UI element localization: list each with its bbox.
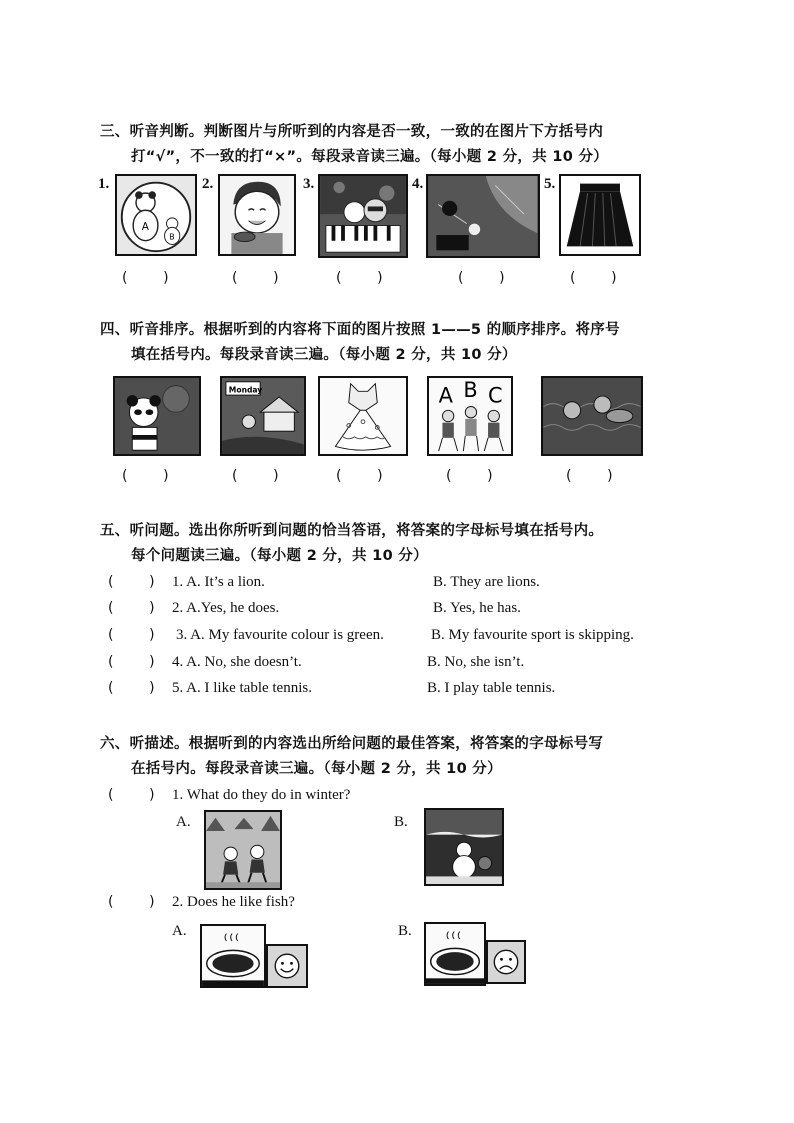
s5-question-5: 5. A. I like table tennis. <box>172 680 312 696</box>
s3-number-2: 2. <box>202 176 214 192</box>
snowman-picture[interactable] <box>424 808 504 886</box>
s3-answer-paren-4[interactable]: ( ) <box>458 270 505 286</box>
skirt-picture <box>559 174 641 256</box>
s6-q2-label-a: A. <box>172 923 187 939</box>
s6-q1-label-b: B. <box>394 814 408 830</box>
boy-eating-picture <box>218 174 296 256</box>
pic-letter-b: B <box>169 232 175 242</box>
s5-answer-paren-3[interactable]: ( ) <box>108 627 155 643</box>
s5-answer-paren-4[interactable]: ( ) <box>108 654 155 670</box>
s4-answer-paren-5[interactable]: ( ) <box>566 468 613 484</box>
abc-letter-b: B <box>463 378 478 402</box>
s5-question-1: 1. A. It’s a lion. <box>172 574 265 590</box>
s6-q1-label-a: A. <box>176 814 191 830</box>
s5-question-3: 3. A. My favourite colour is green. <box>176 627 384 643</box>
smiley-face-icon <box>266 944 308 988</box>
s5-option-b-3: B. My favourite sport is skipping. <box>431 627 634 643</box>
abc-kids-picture <box>427 376 513 456</box>
s5-option-b-2: B. Yes, he has. <box>433 600 521 616</box>
sad-face-icon <box>486 940 526 984</box>
section4-heading-line2: 填在括号内。每段录音读三遍。（每小题 2 分，共 10 分） <box>131 347 517 363</box>
section5-heading-line1: 五、听问题。选出你所听到问题的恰当答语，将答案的字母标号填在括号内。 <box>100 523 604 539</box>
dress-picture <box>318 376 408 456</box>
abc-letter-a: A <box>438 383 453 408</box>
s5-option-b-4: B. No, she isn’t. <box>427 654 525 670</box>
section6-heading-line1: 六、听描述。根据听到的内容选出所给问题的最佳答案，将答案的字母标号写 <box>100 736 604 752</box>
s6-answer-paren-2[interactable]: ( ) <box>108 894 155 910</box>
fish-plate-picture-b[interactable] <box>424 922 486 986</box>
s4-answer-paren-1[interactable]: ( ) <box>122 468 169 484</box>
s6-q2-label-b: B. <box>398 923 412 939</box>
section3-heading-line1: 三、听音判断。判断图片与所听到的内容是否一致，一致的在图片下方括号内 <box>100 124 604 140</box>
s3-number-5: 5. <box>544 176 556 192</box>
s6-answer-paren-1[interactable]: ( ) <box>108 787 155 803</box>
s5-question-4: 4. A. No, she doesn’t. <box>172 654 302 670</box>
s6-question-2: 2. Does he like fish? <box>172 894 295 910</box>
s5-answer-paren-5[interactable]: ( ) <box>108 680 155 696</box>
s4-answer-paren-2[interactable]: ( ) <box>232 468 279 484</box>
abc-letter-c: C <box>488 383 503 408</box>
monday-label: Monday <box>228 385 263 395</box>
s3-number-4: 4. <box>412 176 424 192</box>
section3-heading-line2: 打“√”，不一致的打“×”。每段录音读三遍。（每小题 2 分，共 10 分） <box>131 149 609 165</box>
s3-answer-paren-2[interactable]: ( ) <box>232 270 279 286</box>
winter-skating-picture[interactable] <box>204 810 282 890</box>
panda-ball-picture <box>113 376 201 456</box>
section6-heading-line2: 在括号内。每段录音读三遍。（每小题 2 分，共 10 分） <box>131 761 502 777</box>
s5-option-b-1: B. They are lions. <box>433 574 540 590</box>
s6-question-1: 1. What do they do in winter? <box>172 787 351 803</box>
fish-plate-picture-a[interactable] <box>200 924 266 988</box>
swimming-picture <box>426 174 540 258</box>
s5-answer-paren-1[interactable]: ( ) <box>108 574 155 590</box>
pic-letter-a: A <box>141 221 149 234</box>
panda-a-b-picture <box>115 174 197 256</box>
s3-answer-paren-1[interactable]: ( ) <box>122 270 169 286</box>
section4-heading-line1: 四、听音排序。根据听到的内容将下面的图片按照 1——5 的顺序排序。将序号 <box>100 322 620 338</box>
swimming-kids-picture <box>541 376 643 456</box>
s5-answer-paren-2[interactable]: ( ) <box>108 600 155 616</box>
s3-answer-paren-5[interactable]: ( ) <box>570 270 617 286</box>
s5-option-b-5: B. I play table tennis. <box>427 680 556 696</box>
s3-number-3: 3. <box>303 176 315 192</box>
s3-number-1: 1. <box>98 176 110 192</box>
s3-answer-paren-3[interactable]: ( ) <box>336 270 383 286</box>
monday-school-picture <box>220 376 306 456</box>
s5-question-2: 2. A.Yes, he does. <box>172 600 280 616</box>
section5-heading-line2: 每个问题读三遍。（每小题 2 分，共 10 分） <box>131 548 428 564</box>
s4-answer-paren-4[interactable]: ( ) <box>446 468 493 484</box>
s4-answer-paren-3[interactable]: ( ) <box>336 468 383 484</box>
piano-picture <box>318 174 408 258</box>
